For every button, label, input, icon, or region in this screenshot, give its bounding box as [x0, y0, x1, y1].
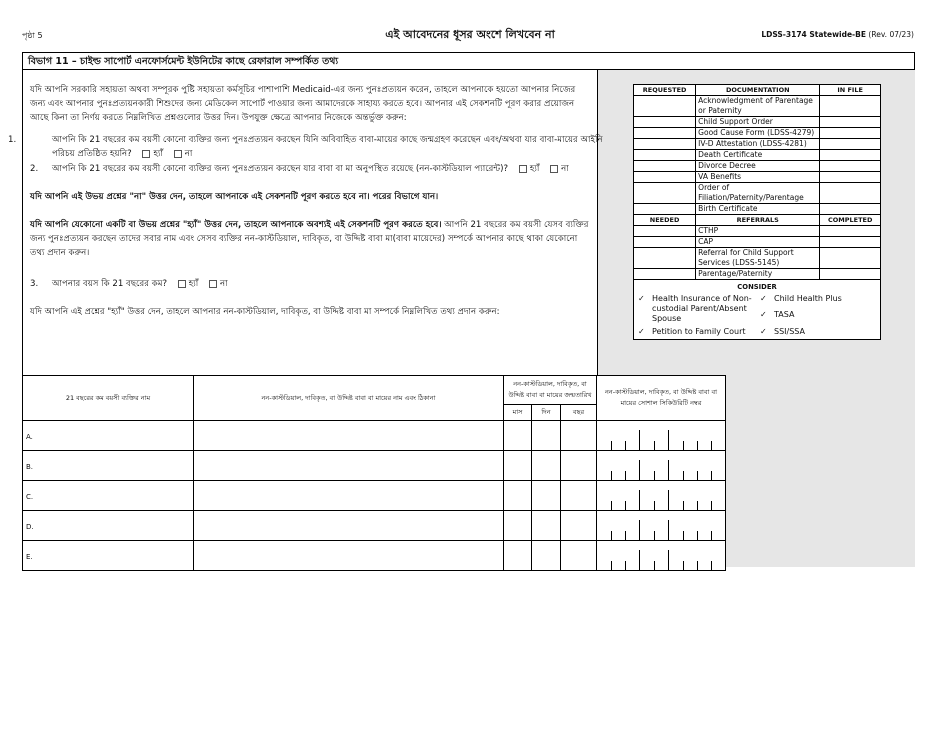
question-3-no-checkbox[interactable]: [209, 280, 217, 288]
ssn-digit-divider: [668, 460, 669, 480]
referral-row: [634, 226, 881, 237]
dob-year-cell[interactable]: [561, 421, 597, 451]
documentation-table: [633, 84, 881, 340]
dob-day-cell[interactable]: [532, 481, 561, 511]
consider-label: SSI/SSA: [774, 327, 805, 336]
referral-row: [634, 237, 881, 248]
needed-cell[interactable]: [634, 226, 696, 237]
ssn-digit-divider: [668, 550, 669, 570]
parent-name-cell[interactable]: [194, 451, 504, 481]
dob-year-cell[interactable]: [561, 451, 597, 481]
ssn-digit-divider: [639, 550, 640, 570]
doc-label: Death Certificate: [696, 150, 820, 161]
question-3-number: 3.: [30, 279, 39, 289]
instruction-q3-yes: যদি আপনি এই প্রশ্নের "হ্যাঁ" উত্তর দেন, তাহলে আপনার নন-কাস্টডিয়াল, দাবিকৃত, বা উদ্দিষ্ট বাবা মা সম্পর্কে নিম্নলিখিত তথ্য প্রদান করুন:: [30, 307, 500, 317]
requested-cell[interactable]: [634, 204, 696, 215]
in-file-cell[interactable]: [820, 117, 881, 128]
referrals-header: REFERRALS: [696, 215, 820, 226]
doc-row: [634, 117, 881, 128]
ssn-digit-divider: [654, 561, 655, 570]
child-name-cell[interactable]: [23, 421, 194, 451]
ssn-digit-divider: [654, 471, 655, 480]
in-file-cell[interactable]: [820, 139, 881, 150]
ssn-digit-divider: [639, 520, 640, 540]
in-file-cell[interactable]: [820, 161, 881, 172]
parent-dob-header: নন-কাস্টডিয়াল, দাবিকৃত, বা উদ্দিষ্ট বাবা বা মায়ের জন্মতারিখ: [504, 376, 597, 405]
consider-label: Health Insurance of Non-custodial Parent/Absent Spouse: [652, 294, 752, 323]
ssn-digit-divider: [697, 501, 698, 510]
dob-month-cell[interactable]: [504, 541, 532, 571]
dob-year-cell[interactable]: [561, 541, 597, 571]
dob-day-cell[interactable]: [532, 511, 561, 541]
ssn-digit-divider: [639, 490, 640, 510]
ssn-digit-divider: [654, 441, 655, 450]
ssn-digit-divider: [697, 441, 698, 450]
consider-list: [638, 294, 876, 337]
ssn-digit-divider: [683, 561, 684, 570]
consider-col-right: [760, 294, 876, 324]
question-2-yes-checkbox[interactable]: [519, 165, 527, 173]
intro-text: যদি আপনি সরকারি সহায়তা অথবা সম্পূরক পুষ্টি সহায়তা কর্মসূচির পাশাপাশি Medicaid-এর জন্য পুনঃপ্রত্যয়ন করেন, তাহলে আপনাকে হয়তো আপনার নিজের জন্য এবং আপনার পুনঃপ্রত্যয়নকারী শিশুদের জন্য মেডিকেল সাপোর্ট পাওয়ার জন্য আমাদেরকে সাহায্য করতে হবে। আপনার এই সেকশনটি পূরণ করার প্রয়োজন আছে কিনা তা নির্ণয় করতে নিম্নলিখিত প্রশ্নগুলোর উত্তর দিন। উপযুক্ত ক্ষেত্রে আপনার নিজেকে অন্তর্ভুক্ত করুন:: [30, 85, 576, 123]
doc-label: Acknowledgment of Parentage or Paternity: [696, 96, 820, 117]
consider-cell: [634, 280, 881, 340]
consider-title: CONSIDER: [737, 283, 777, 291]
ssn-digit-divider: [683, 471, 684, 480]
check-icon: ✓: [638, 294, 645, 303]
ssn-digit-divider: [683, 531, 684, 540]
parent-ssn-header: নন-কাস্টডিয়াল, দাবিকৃত, বা উদ্দিষ্ট বাবা বা মায়ের সোশাল সিকিউরিটি নম্বর: [597, 376, 726, 421]
requested-cell[interactable]: [634, 128, 696, 139]
page-number: পৃষ্ঠা 5: [22, 31, 43, 40]
parent-name-cell[interactable]: [194, 421, 504, 451]
ssn-digit-divider: [611, 471, 612, 480]
ssn-digit-divider: [625, 561, 626, 570]
completed-cell[interactable]: [820, 269, 881, 280]
row-label: A.: [26, 433, 33, 441]
table-row: [23, 451, 726, 481]
completed-cell[interactable]: [820, 226, 881, 237]
ssn-digit-divider: [639, 430, 640, 450]
requested-cell[interactable]: [634, 161, 696, 172]
parent-name-cell[interactable]: [194, 481, 504, 511]
question-1: [8, 133, 612, 161]
doc-row: [634, 128, 881, 139]
dob-day-cell[interactable]: [532, 451, 561, 481]
question-3-yes-checkbox[interactable]: [178, 280, 186, 288]
question-1-number: 1.: [8, 135, 17, 145]
table-row: [23, 421, 726, 451]
check-icon: ✓: [760, 294, 767, 303]
ssn-digit-divider: [611, 561, 612, 570]
ssn-digit-divider: [654, 501, 655, 510]
requested-header: REQUESTED: [634, 85, 696, 96]
ssn-digit-divider: [639, 460, 640, 480]
question-1-yes-checkbox[interactable]: [142, 150, 150, 158]
instruction-if-yes-rest: আপনি 21 বছরের কম বয়সী যেসব ব্যক্তির জন্য পুনঃপ্রত্যয়ন করছেন তাদের সবার নাম এবং সেসব ব্যক্তির নন-কাস্টডিয়াল, দাবিকৃত, বা উদ্দিষ্ট বাবা মা(বাবা মায়েদের) সম্পর্কে আপনার কাছে থাকা যেকোনো তথ্য প্রদান করুন।: [30, 220, 589, 258]
table-row: [23, 541, 726, 571]
doc-row: [634, 204, 881, 215]
question-2-text: আপনি কি 21 বছরের কম বয়সী কোনো ব্যক্তির জন্য পুনঃপ্রত্যয়ন করছেন যার বাবা বা মা অনুপস্থিত রয়েছে (নন-কাস্টডিয়াল প্যারেন্ট)?: [52, 164, 509, 174]
row-label: C.: [26, 493, 34, 501]
child-name-cell[interactable]: [23, 511, 194, 541]
ssn-cell[interactable]: [597, 481, 726, 511]
in-file-cell[interactable]: [820, 204, 881, 215]
ssn-digit-divider: [711, 501, 712, 510]
ssn-digit-divider: [611, 501, 612, 510]
consider-label: TASA: [774, 310, 795, 319]
row-label: B.: [26, 463, 34, 471]
ssn-digit-divider: [711, 441, 712, 450]
consider-item: [760, 327, 876, 337]
day-header: দিন: [532, 405, 561, 421]
ssn-digit-divider: [668, 520, 669, 540]
doc-label: VA Benefits: [696, 172, 820, 183]
consider-item: [638, 327, 754, 337]
referral-label: Parentage/Paternity: [696, 269, 820, 280]
dob-year-cell[interactable]: [561, 511, 597, 541]
gray-area-notice: এই আবেদনের ধূসর অংশে লিখবেন না: [385, 28, 555, 41]
month-header: মাস: [504, 405, 532, 421]
dob-day-cell[interactable]: [532, 541, 561, 571]
dob-month-cell[interactable]: [504, 421, 532, 451]
consider-item: [638, 294, 754, 324]
doc-row: [634, 183, 881, 204]
in-file-cell[interactable]: [820, 150, 881, 161]
requested-cell[interactable]: [634, 139, 696, 150]
ssn-digit-divider: [683, 501, 684, 510]
doc-row: [634, 139, 881, 150]
ssn-digit-divider: [668, 490, 669, 510]
in-file-cell[interactable]: [820, 183, 881, 204]
dob-year-cell[interactable]: [561, 481, 597, 511]
question-2-number: 2.: [30, 164, 39, 174]
instruction-if-yes-bold: যদি আপনি যেকোনো একটি বা উভয় প্রশ্নের "হ্যাঁ" উত্তর দেন, তাহলে আপনাকে অবশ্যই এই সেকশনটি পূরণ করতে হবে।: [30, 220, 442, 230]
ssn-digit-divider: [711, 471, 712, 480]
in-file-cell[interactable]: [820, 128, 881, 139]
doc-header-row: [634, 85, 881, 96]
ssn-digit-divider: [683, 441, 684, 450]
doc-label: IV-D Attestation (LDSS-4281): [696, 139, 820, 150]
ssn-digit-divider: [625, 531, 626, 540]
doc-label: Divorce Decree: [696, 161, 820, 172]
referral-label: CAP: [696, 237, 820, 248]
consider-item: [760, 310, 876, 320]
instruction-if-no: যদি আপনি এই উভয় প্রশ্নের "না" উত্তর দেন, তাহলে আপনাকে এই সেকশনটি পূরণ করতে হবে না। পরের বিভাগে যান।: [30, 192, 439, 202]
referral-header-row: [634, 215, 881, 226]
needed-cell[interactable]: [634, 269, 696, 280]
check-icon: ✓: [760, 310, 767, 319]
ssn-digit-divider: [625, 501, 626, 510]
parent-name-cell[interactable]: [194, 541, 504, 571]
row-label: D.: [26, 523, 34, 531]
form-id: [700, 30, 914, 39]
completed-header: COMPLETED: [820, 215, 881, 226]
referral-label: CTHP: [696, 226, 820, 237]
needed-cell[interactable]: [634, 248, 696, 269]
ssn-cell[interactable]: [597, 421, 726, 451]
requested-cell[interactable]: [634, 150, 696, 161]
needed-cell[interactable]: [634, 237, 696, 248]
year-header: বছর: [561, 405, 597, 421]
consider-label: Child Health Plus: [774, 294, 842, 303]
check-icon: ✓: [638, 327, 645, 336]
dob-month-cell[interactable]: [504, 451, 532, 481]
consider-label: Petition to Family Court: [652, 327, 746, 336]
ssn-cell[interactable]: [597, 451, 726, 481]
question-1-text: আপনি কি 21 বছরের কম বয়সী কোনো ব্যক্তির জন্য পুনঃপ্রত্যয়ন করছেন যিনি অবিবাহিত বাবা-মায়ের কাছে জন্মগ্রহণ করেছেন এবং/অথবা যার বাবা-মায়ের আইনি পরিচয় প্রতিষ্ঠিত হয়নি?: [52, 135, 603, 159]
ssn-digit-divider: [654, 531, 655, 540]
doc-row: [634, 172, 881, 183]
doc-label: Child Support Order: [696, 117, 820, 128]
doc-row: [634, 161, 881, 172]
question-3: [30, 277, 590, 291]
requested-cell[interactable]: [634, 172, 696, 183]
section-title: বিভাগ 11 – চাইল্ড সাপোর্ট এনফোর্সমেন্ট ইউনিটের কাছে রেফারাল সম্পর্কিত তথ্য: [22, 52, 915, 70]
ssn-digit-divider: [711, 531, 712, 540]
ssn-digit-divider: [611, 531, 612, 540]
check-icon: ✓: [760, 327, 767, 336]
needed-header: NEEDED: [634, 215, 696, 226]
referral-label: Referral for Child Support Services (LDSS-5145): [696, 248, 820, 269]
ssn-digit-divider: [697, 561, 698, 570]
documentation-header: DOCUMENTATION: [696, 85, 820, 96]
ssn-digit-divider: [697, 471, 698, 480]
in-file-cell[interactable]: [820, 96, 881, 117]
ssn-digit-divider: [625, 471, 626, 480]
dob-month-cell[interactable]: [504, 481, 532, 511]
doc-row: [634, 150, 881, 161]
child-name-cell[interactable]: [23, 481, 194, 511]
instruction-if-yes: [30, 218, 590, 260]
question-2-yes-label: হ্যাঁ: [529, 164, 540, 174]
grid-header-row: [23, 376, 726, 405]
question-2: [30, 162, 600, 176]
referral-row: [634, 269, 881, 280]
question-1-no-label: না: [184, 149, 193, 159]
question-2-no-checkbox[interactable]: [550, 165, 558, 173]
consider-item: [760, 294, 876, 304]
form-revision: (Rev. 07/23): [868, 30, 914, 39]
parent-name-address-header: নন-কাস্টডিয়াল, দাবিকৃত, বা উদ্দিষ্ট বাবা বা মায়ের নাম এবং ঠিকানা: [194, 376, 504, 421]
consider-row: [634, 280, 881, 340]
doc-label: Good Cause Form (LDSS-4279): [696, 128, 820, 139]
ssn-cell[interactable]: [597, 541, 726, 571]
doc-label: Birth Certificate: [696, 204, 820, 215]
doc-row: [634, 96, 881, 117]
ssn-digit-divider: [668, 430, 669, 450]
question-1-no-checkbox[interactable]: [174, 150, 182, 158]
table-row: [23, 481, 726, 511]
in-file-cell[interactable]: [820, 172, 881, 183]
question-3-yes-label: হ্যাঁ: [188, 279, 199, 289]
question-3-text: আপনার বয়স কি 21 বছরের কম?: [52, 279, 168, 289]
row-label: E.: [26, 553, 33, 561]
child-name-cell[interactable]: [23, 451, 194, 481]
question-2-no-label: না: [561, 164, 569, 174]
requested-cell[interactable]: [634, 183, 696, 204]
table-row: [23, 511, 726, 541]
ssn-cell[interactable]: [597, 511, 726, 541]
ssn-digit-divider: [611, 441, 612, 450]
ssn-digit-divider: [711, 561, 712, 570]
dob-month-cell[interactable]: [504, 511, 532, 541]
requested-cell[interactable]: [634, 117, 696, 128]
question-1-yes-label: হ্যাঁ: [153, 149, 163, 159]
parent-name-cell[interactable]: [194, 511, 504, 541]
ssn-digit-divider: [625, 441, 626, 450]
child-name-header: 21 বছরের কম বয়সী ব্যক্তির নাম: [23, 376, 194, 421]
referral-row: [634, 248, 881, 269]
child-name-cell[interactable]: [23, 541, 194, 571]
doc-label: Order of Filiation/Paternity/Parentage: [696, 183, 820, 204]
requested-cell[interactable]: [634, 96, 696, 117]
question-3-no-label: না: [220, 279, 228, 289]
form-code: LDSS-3174 Statewide-BE: [761, 30, 867, 39]
in-file-header: IN FILE: [820, 85, 881, 96]
completed-cell[interactable]: [820, 237, 881, 248]
ssn-digit-divider: [697, 531, 698, 540]
dob-day-cell[interactable]: [532, 421, 561, 451]
completed-cell[interactable]: [820, 248, 881, 269]
children-parents-grid: [22, 375, 726, 571]
